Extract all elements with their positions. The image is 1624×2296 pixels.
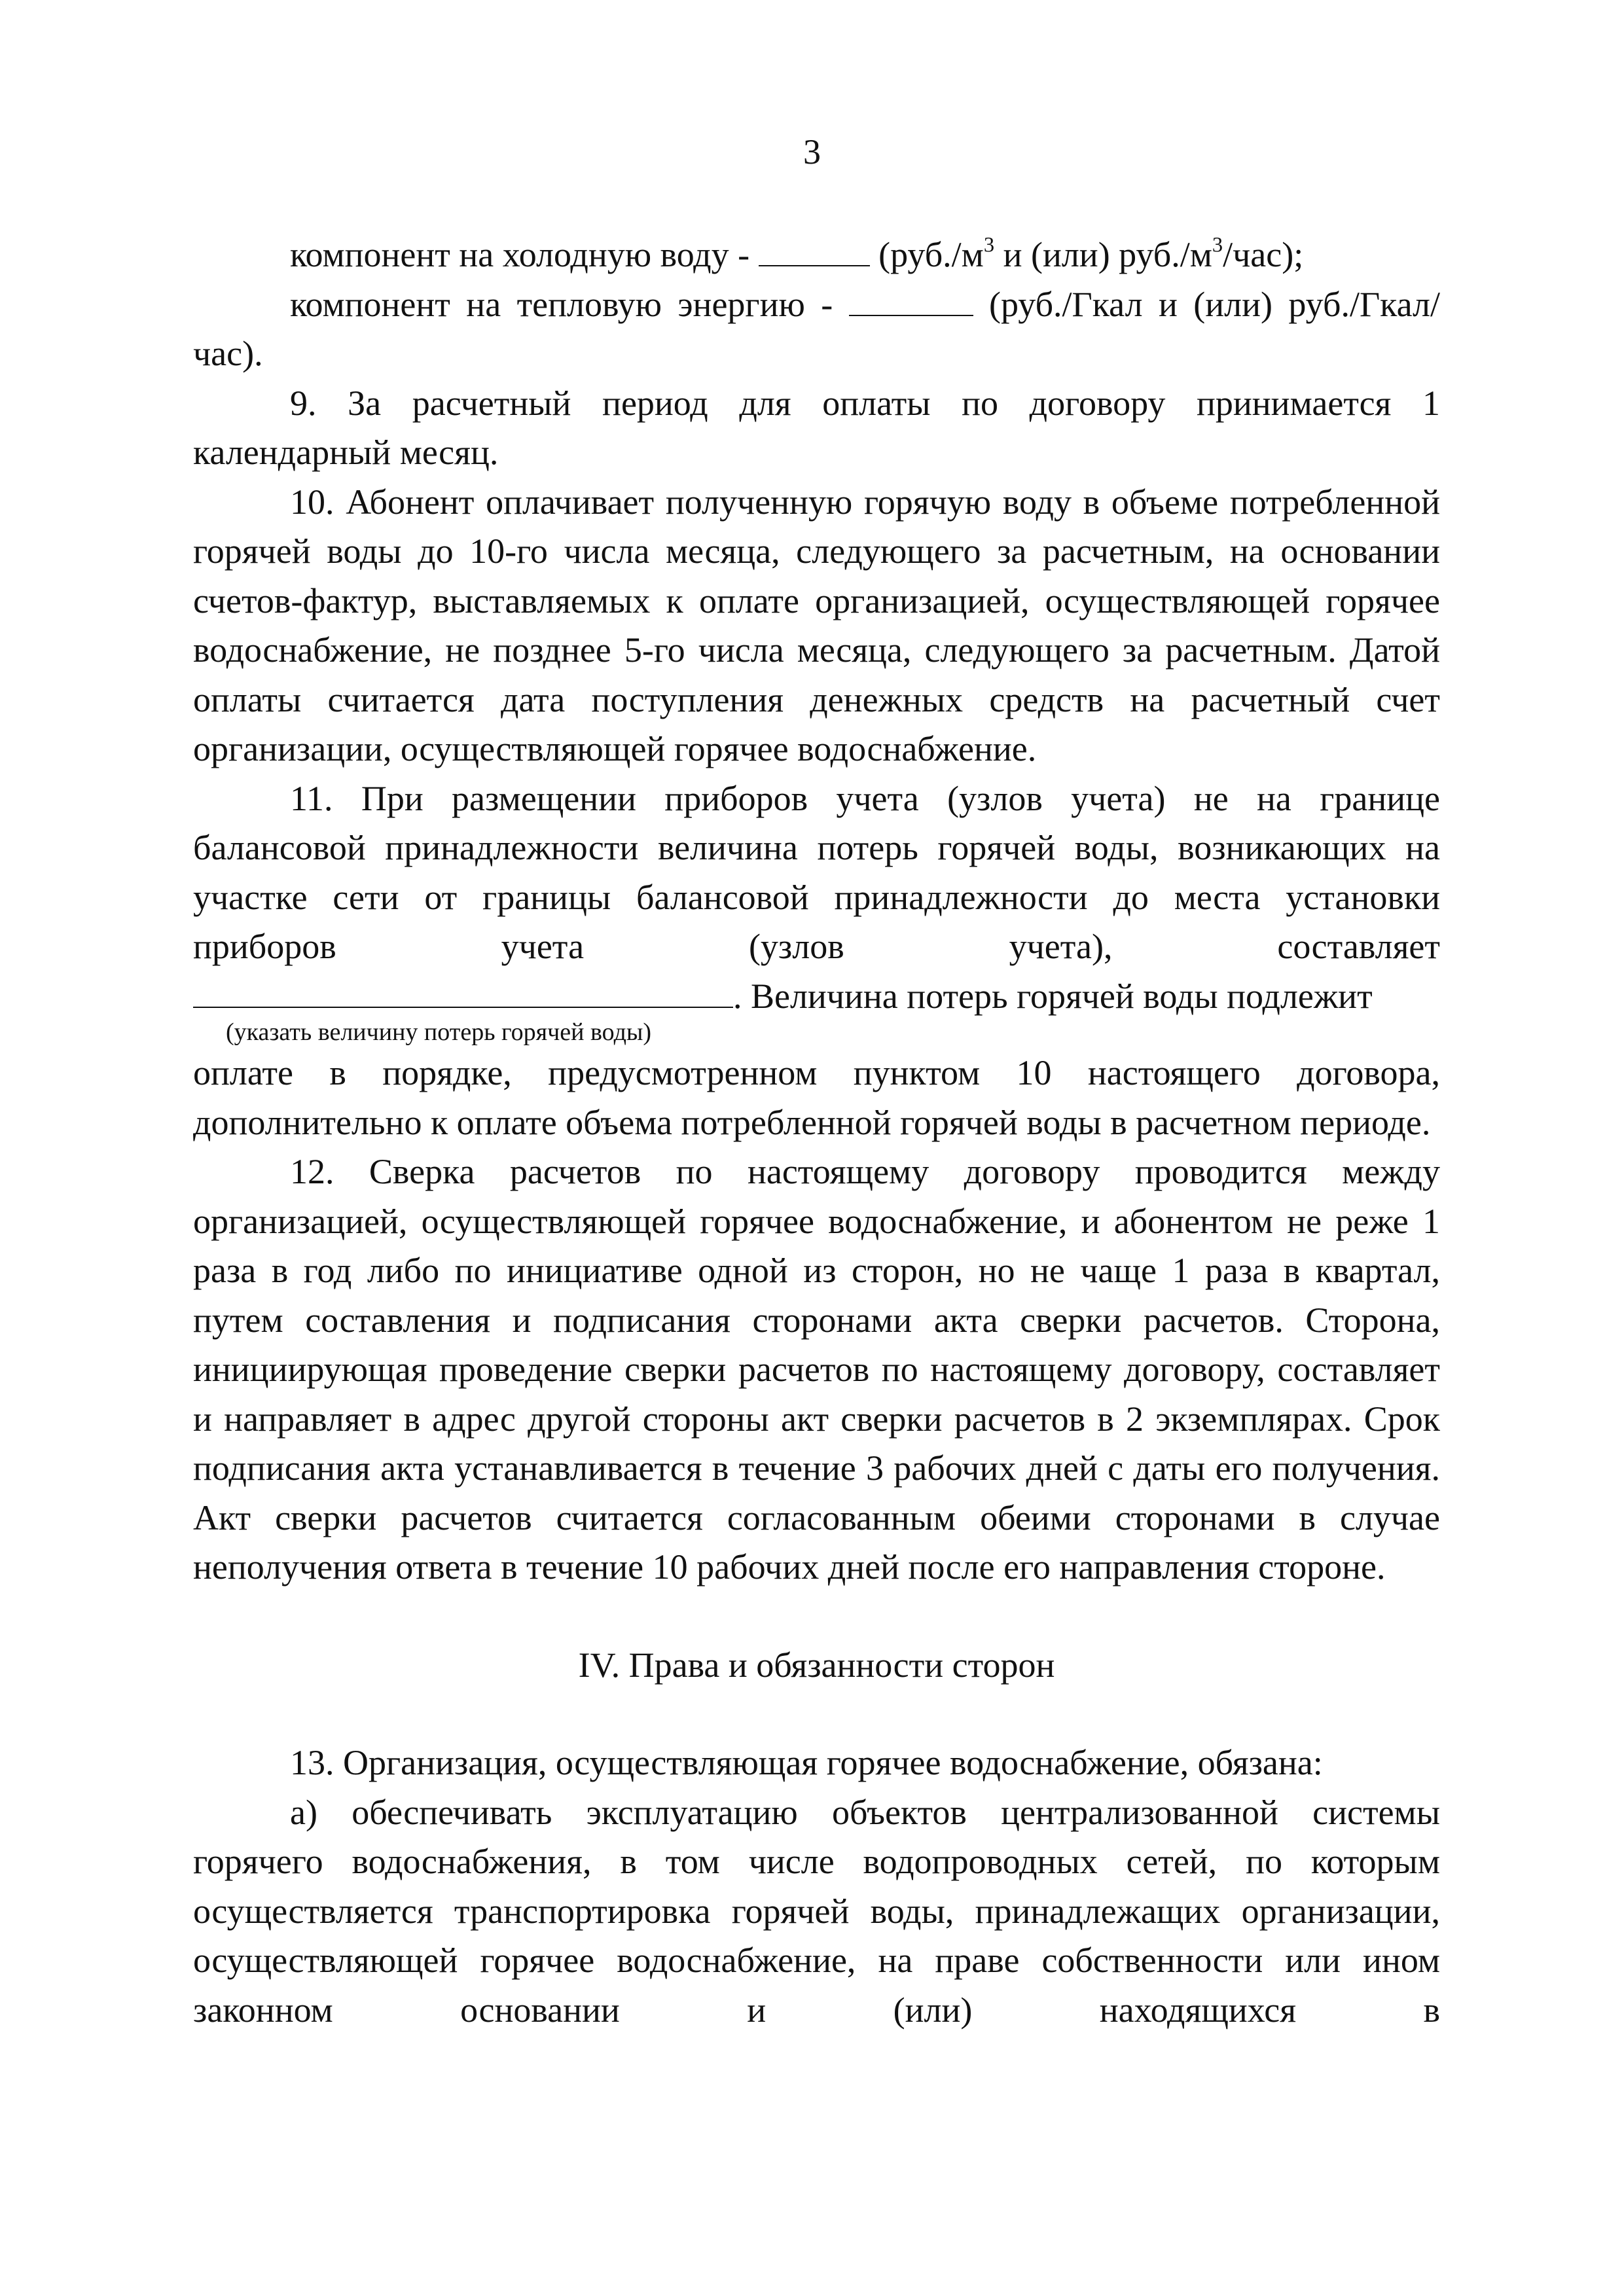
- tariff-cold-unit-1: (руб./м: [869, 235, 984, 274]
- paragraph-11-part-1: 11. При размещении приборов учета (узлов учета) не на границе балансовой принадлежности величина потерь горячей воды, возникающих на участке сети от границы балансовой принадлежности до места установки приборов учета (узлов учета), составляет: [193, 778, 1440, 966]
- paragraph-9: 9. За расчетный период для оплаты по договору принимается 1 календарный месяц.: [193, 383, 1440, 472]
- tariff-cold-unit-3: /час);: [1223, 235, 1304, 274]
- blank-caption: (указать величину потерь горячей воды): [226, 1018, 652, 1046]
- section-heading: IV. Права и обязанности сторон: [578, 1645, 1055, 1685]
- tariff-cold-prefix: компонент на холодную воду -: [290, 235, 759, 274]
- paragraph-11-after-blank: . Величина потерь горячей воды подлежит: [733, 976, 1373, 1016]
- tariff-heat-prefix: компонент на тепловую энергию -: [290, 284, 849, 324]
- paragraph-11-part-2: оплате в порядке, предусмотренном пунктом 10 настоящего договора, дополнительно к оплате объема потребленной горячей воды в расчетном периоде.: [193, 1053, 1440, 1142]
- tariff-heat-suffix: (руб./Гкал и (или) руб./Гкал/час).: [193, 284, 1440, 373]
- paragraph-12: 12. Сверка расчетов по настоящему договору проводится между организацией, осуществляющей горячее водоснабжение, и абонентом не реже 1 раза в год либо по инициативе одной из сторон, но не чаще 1 раза в квартал, путем составления и подписания сторонами акта сверки расчетов. Сторона, инициирующая проведение сверки расчетов по настоящему договору, составляет и направляет в адрес другой стороны акт сверки расчетов в 2 экземплярах. Срок подписания акта устанавливается в течение 3 рабочих дней с даты его получения. Акт сверки расчетов считается согласованным обеими сторонами в случае неполучения ответа в течение 10 рабочих дней после его направления стороне.: [193, 1152, 1440, 1587]
- blank-line-losses: [193, 975, 733, 1008]
- blank-line-cold: [759, 233, 870, 266]
- blank-line-heat: [849, 283, 973, 316]
- paragraph-10: 10. Абонент оплачивает полученную горячую воду в объеме потребленной горячей воды до 10-го числа месяца, следующего за расчетным, на основании счетов-фактур, выставляемых к оплате организацией, осуществляющей горячее водоснабжение, не позднее 5-го числа месяца, следующего за расчетным. Датой оплаты считается дата поступления денежных средств на расчетный счет организации, осуществляющей горячее водоснабжение.: [193, 482, 1440, 768]
- paragraph-13: 13. Организация, осуществляющая горячее водоснабжение, обязана:: [290, 1743, 1323, 1782]
- paragraph-13-a: а) обеспечивать эксплуатацию объектов централизованной системы горячего водоснабжения, в том числе водопроводных сетей, по которым осуществляется транспортировка горячей воды, принадлежащих организации, осуществляющей горячее водоснабжение, на праве собственности или ином законном основании и (или) находящихся в: [193, 1792, 1440, 2030]
- document-body: [193, 230, 1440, 2035]
- page-number: 3: [803, 132, 821, 171]
- tariff-heat-line: [193, 280, 1440, 379]
- superscript-3: 3: [983, 233, 995, 257]
- tariff-cold-unit-2: и (или) руб./м: [994, 235, 1212, 274]
- tariff-cold-water-line: [193, 230, 1440, 280]
- superscript-3: 3: [1212, 233, 1223, 257]
- paragraph-11-blank-line: [193, 972, 1440, 1022]
